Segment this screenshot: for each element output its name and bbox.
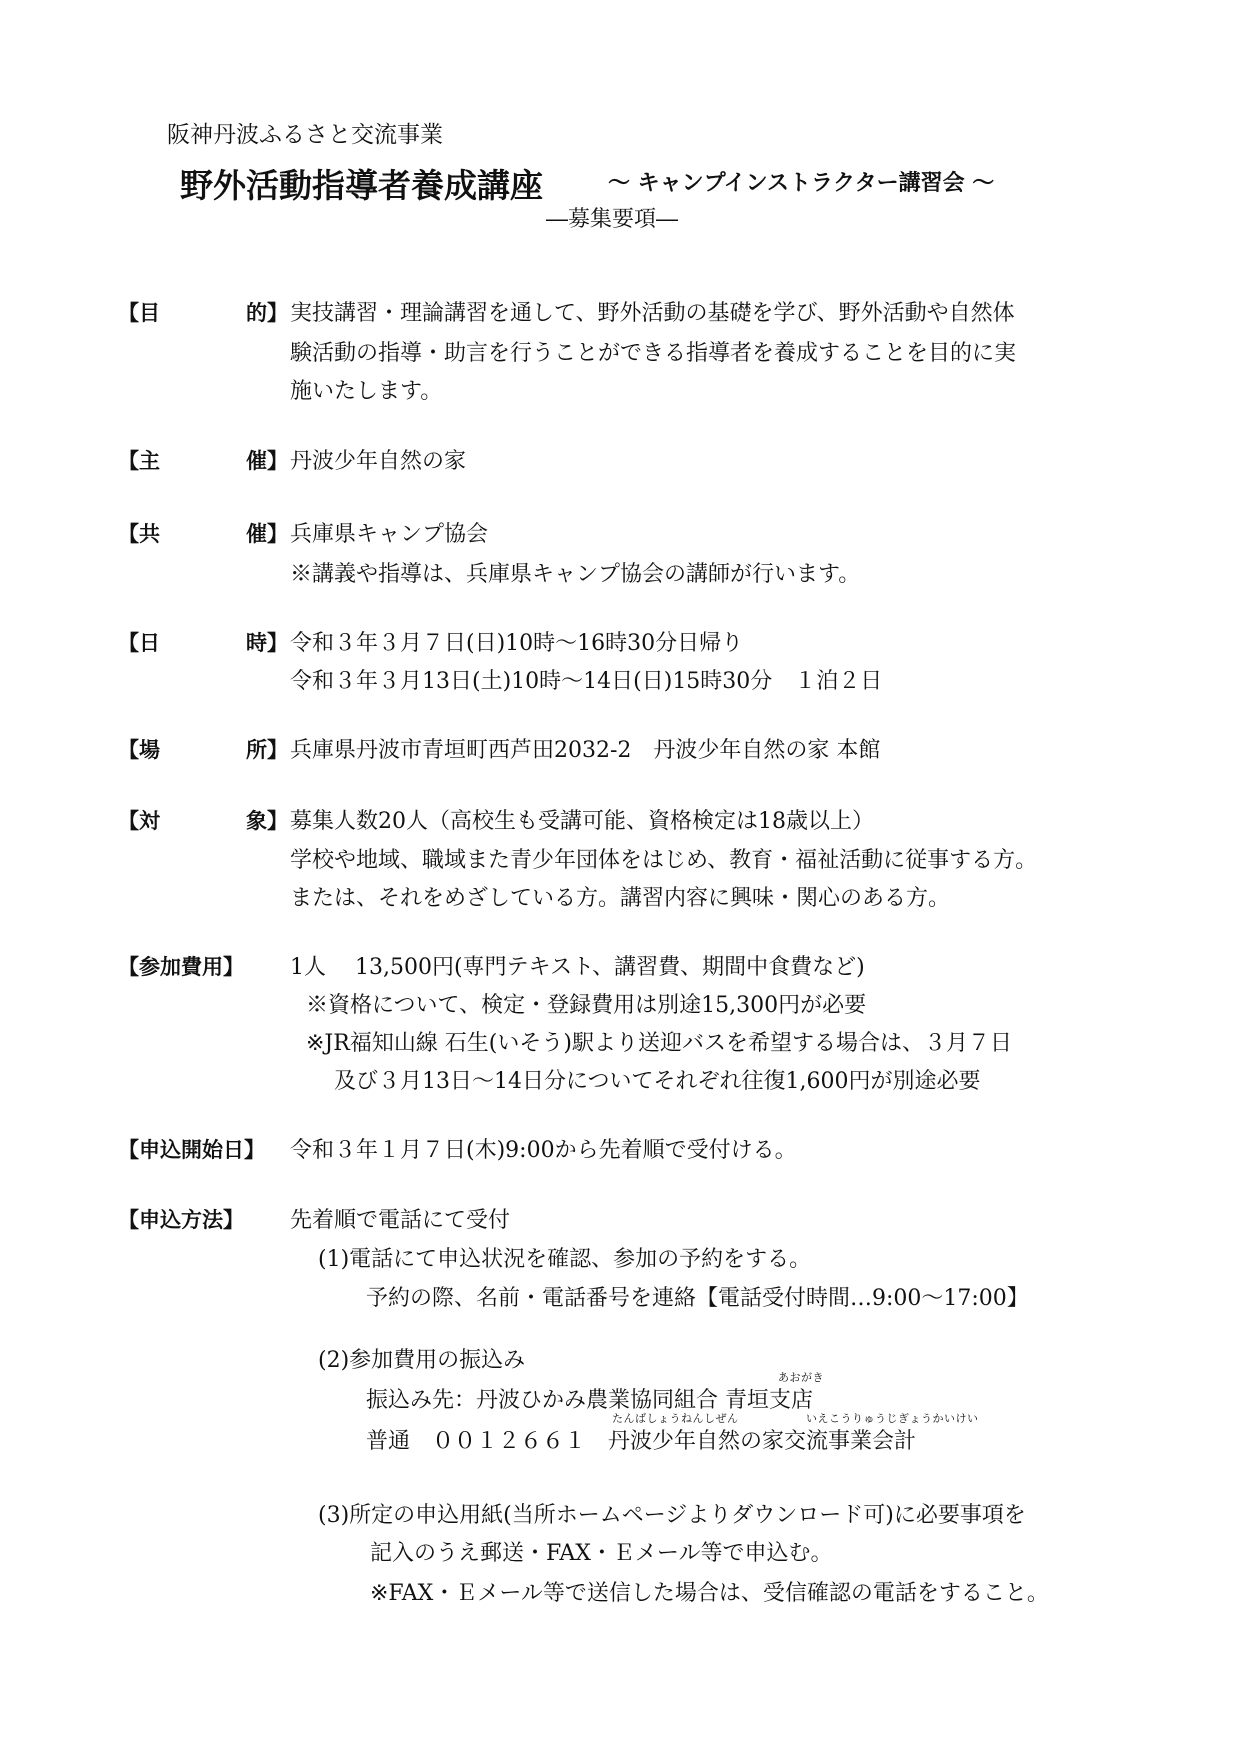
label-co-organizer: 【共 催】 xyxy=(118,522,288,546)
label-location: 【場 所】 xyxy=(118,738,288,762)
datetime-line-1: 令和３年３月７日(日)10時～16時30分日帰り xyxy=(290,631,744,656)
co-organizer-text: 兵庫県キャンプ協会 xyxy=(290,522,489,547)
purpose-line-2: 験活動の指導・助言を行うことができる指導者を養成することを目的に実 xyxy=(290,341,1017,366)
datetime-line-2: 令和３年３月13日(土)10時～14日(日)15時30分 １泊２日 xyxy=(290,669,883,694)
start-date-text: 令和３年１月７日(木)9:00から先着順で受付ける。 xyxy=(290,1138,797,1163)
label-start-date: 【申込開始日】 xyxy=(118,1138,265,1162)
fee-line-2: ※資格について、検定・登録費用は別途15,300円が必要 xyxy=(306,993,867,1018)
purpose-line-3: 施いたします。 xyxy=(290,379,443,404)
method-line-8: 記入のうえ郵送・FAX・Ｅメール等で申込む。 xyxy=(370,1541,833,1566)
method-line-1: 先着順で電話にて受付 xyxy=(290,1208,511,1233)
method-line-5: 振込み先：丹波ひかみ農業協同組合 青垣支店 xyxy=(366,1388,813,1413)
method-line-4: (2)参加費用の振込み xyxy=(318,1348,526,1373)
method-line-6: 普通 ００１２６６１ 丹波少年自然の家交流事業会計 xyxy=(366,1429,917,1454)
fee-line-4: 及び３月13日～14日分についてそれぞれ往復1,600円が別途必要 xyxy=(334,1069,981,1094)
label-organizer: 【主 催】 xyxy=(118,449,288,473)
method-line-3: 予約の際、名前・電話番号を連絡【電話受付時間…9:00～17:00】 xyxy=(366,1286,1029,1311)
ruby-aogaki: あおがき xyxy=(778,1371,824,1384)
recruitment-heading: ―募集要項― xyxy=(546,207,679,232)
target-line-1: 募集人数20人（高校生も受講可能、資格検定は18歳以上） xyxy=(290,809,874,834)
location-text: 兵庫県丹波市青垣町西芦田2032-2 丹波少年自然の家 本館 xyxy=(290,738,881,763)
purpose-line-1: 実技講習・理論講習を通して、野外活動の基礎を学び、野外活動や自然体 xyxy=(290,301,1015,326)
label-fee: 【参加費用】 xyxy=(118,955,244,979)
organizer-text: 丹波少年自然の家 xyxy=(290,449,467,474)
pre-title: 阪神丹波ふるさと交流事業 xyxy=(167,122,443,148)
label-method: 【申込方法】 xyxy=(118,1208,244,1232)
page-title: 野外活動指導者養成講座 xyxy=(180,166,543,205)
fee-line-3: ※JR福知山線 石生(いそう)駅より送迎バスを希望する場合は、３月７日 xyxy=(306,1031,1012,1056)
method-line-2: (1)電話にて申込状況を確認、参加の予約をする。 xyxy=(318,1247,812,1272)
method-line-9: ※FAX・Ｅメール等で送信した場合は、受信確認の電話をすること。 xyxy=(370,1581,1049,1606)
co-organizer-note: ※講義や指導は、兵庫県キャンプ協会の講師が行います。 xyxy=(290,562,861,587)
label-datetime: 【日 時】 xyxy=(118,631,288,655)
ruby-koryu: いえこうりゅうじぎょうかいけい xyxy=(806,1412,979,1425)
target-line-2: 学校や地域、職域また青少年団体をはじめ、教育・福祉活動に従事する方。 xyxy=(290,848,1038,873)
label-target: 【対 象】 xyxy=(118,809,288,833)
ruby-tanba: たんばしょうねんしぜん xyxy=(612,1412,739,1425)
method-line-7: (3)所定の申込用紙(当所ホームページよりダウンロード可)に必要事項を xyxy=(318,1503,1026,1528)
page-subtitle: ～ キャンプインストラクター講習会 ～ xyxy=(608,171,995,196)
target-line-3: または、それをめざしている方。講習内容に興味・関心のある方。 xyxy=(290,886,951,911)
label-purpose: 【目 的】 xyxy=(118,301,288,325)
fee-line-1: 1人 13,500円(専門テキスト、講習費、期間中食費など) xyxy=(290,955,865,980)
